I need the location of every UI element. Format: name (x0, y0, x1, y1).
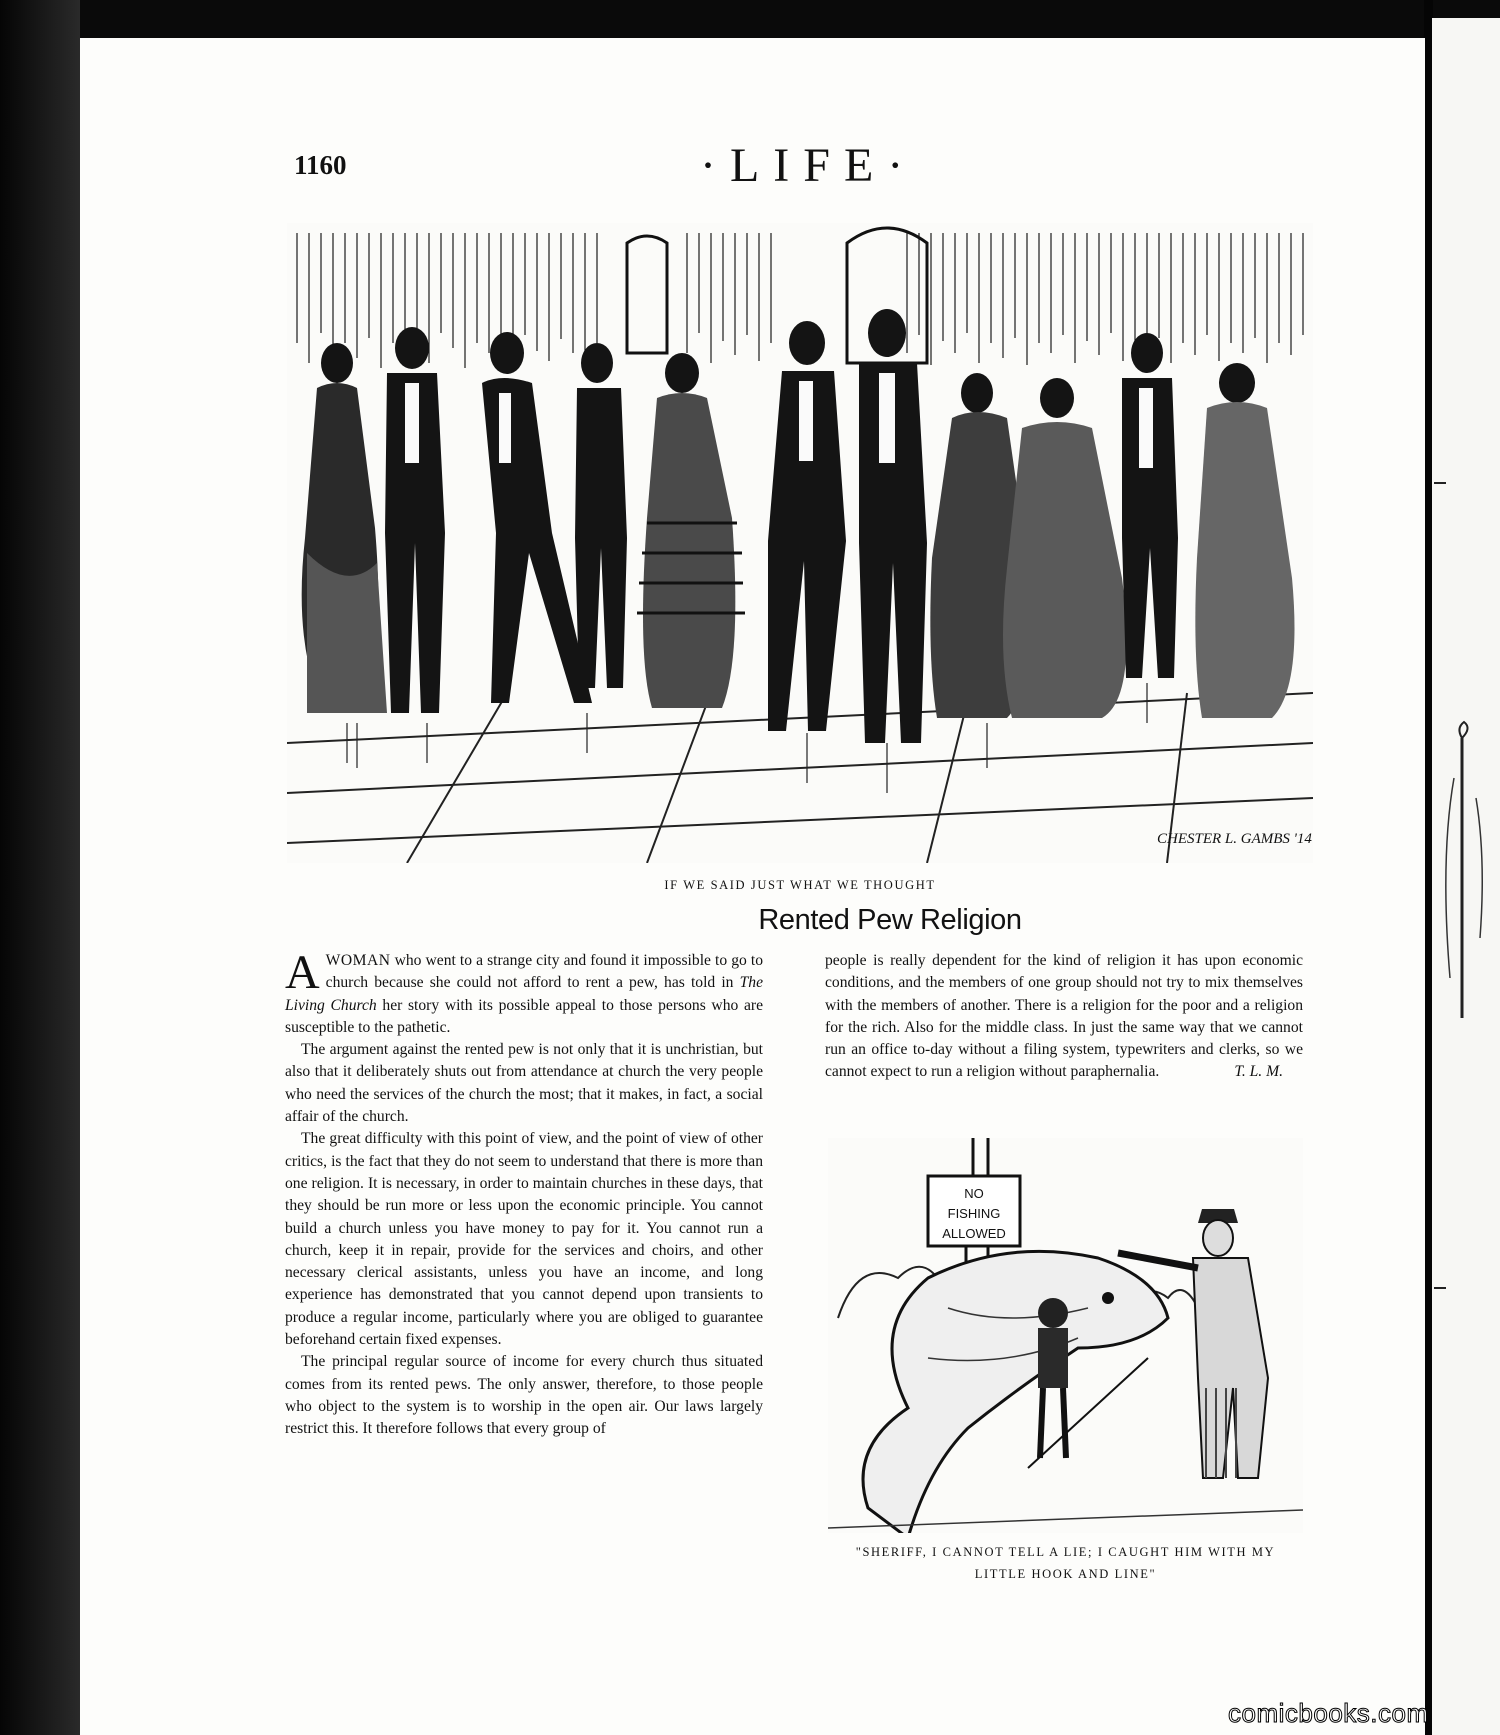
artist-signature: CHESTER L. GAMBS '14 (1157, 831, 1312, 847)
scan-border-left (0, 0, 80, 1735)
bottom-cartoon (828, 1138, 1303, 1533)
article-paragraph-1: AWOMAN who went to a strange city and found it impossible to go to church because she could not afford to rent a pew, has told in The Living Church her story with its possible appeal to those persons who are susceptible to the pathetic. (285, 946, 763, 1036)
ballroom-brawl-illustration (287, 223, 1313, 863)
bottom-cartoon-caption: "SHERIFF, I CANNOT TELL A LIE; I CAUGHT HIM WITH MY LITTLE HOOK AND LINE" (855, 1545, 1276, 1581)
article-column-left (285, 946, 763, 1441)
svg-text:NO: NO (964, 1186, 984, 1201)
site-watermark: comicbooks.com (1228, 1698, 1429, 1728)
svg-text:ALLOWED: ALLOWED (942, 1226, 1006, 1241)
drop-cap: A (285, 946, 320, 999)
article-column-right (825, 950, 1303, 1084)
article-paragraph-4: The principal regular source of income for every church thus situated comes from its rented pews. The only answer, therefore, to those people who object to the system is to worship in the open air. Our laws largely restrict this. It therefore follows that every group of (285, 1353, 763, 1438)
magazine-page (80, 38, 1425, 1735)
svg-text:FISHING: FISHING (947, 1206, 1001, 1221)
article-paragraph-3: The great difficulty with this point of view, and the point of view of other critics, is the fact that they do not seem to understand that there is more than one religion. It is necessary, in order to maintain churches in these days, that they should be run more or less upon the economic principle. You cannot build a church unless you have money to pay for it. You cannot run a church, keep it in repair, provide for the services and choirs, and other necessary clerical assistants, unless you have an income, and long experience has demonstrated that you cannot depend upon transients to produce a regular income, particularly where you are obliged to guarantee beforehand certain fixed expenses. (285, 1130, 763, 1349)
article-paragraph-2: The argument against the rented pew is not only that it is unchristian, but also that it deliberately shuts out from attendance at church the very people who need the services of the church the most; that it makes, in fact, a social affair of the church. (285, 1041, 763, 1126)
article-title: Rented Pew Religion (758, 904, 1022, 936)
boy-with-big-fish-illustration (828, 1138, 1303, 1533)
top-cartoon (287, 223, 1313, 863)
page-number: 1160 (294, 150, 347, 180)
top-cartoon-caption: IF WE SAID JUST WHAT WE THOUGHT (664, 878, 936, 892)
author-signature: T. L. M. (1234, 1063, 1283, 1081)
masthead: ·LIFE· (700, 139, 918, 192)
adjacent-page-edge (1432, 18, 1500, 1735)
article-paragraph-5: people is really dependent for the kind of religion it has upon economic conditions, and the members of one group should not try to mix themselves with the members of another. There is a religion for the poor and a religion for the rich. Also for the middle class. In just the same way that we cannot run an office to-day without a filing system, typewriters and clerks, so we cannot expect to run a religion without paraphernalia. T. L. M. (825, 950, 1303, 1084)
